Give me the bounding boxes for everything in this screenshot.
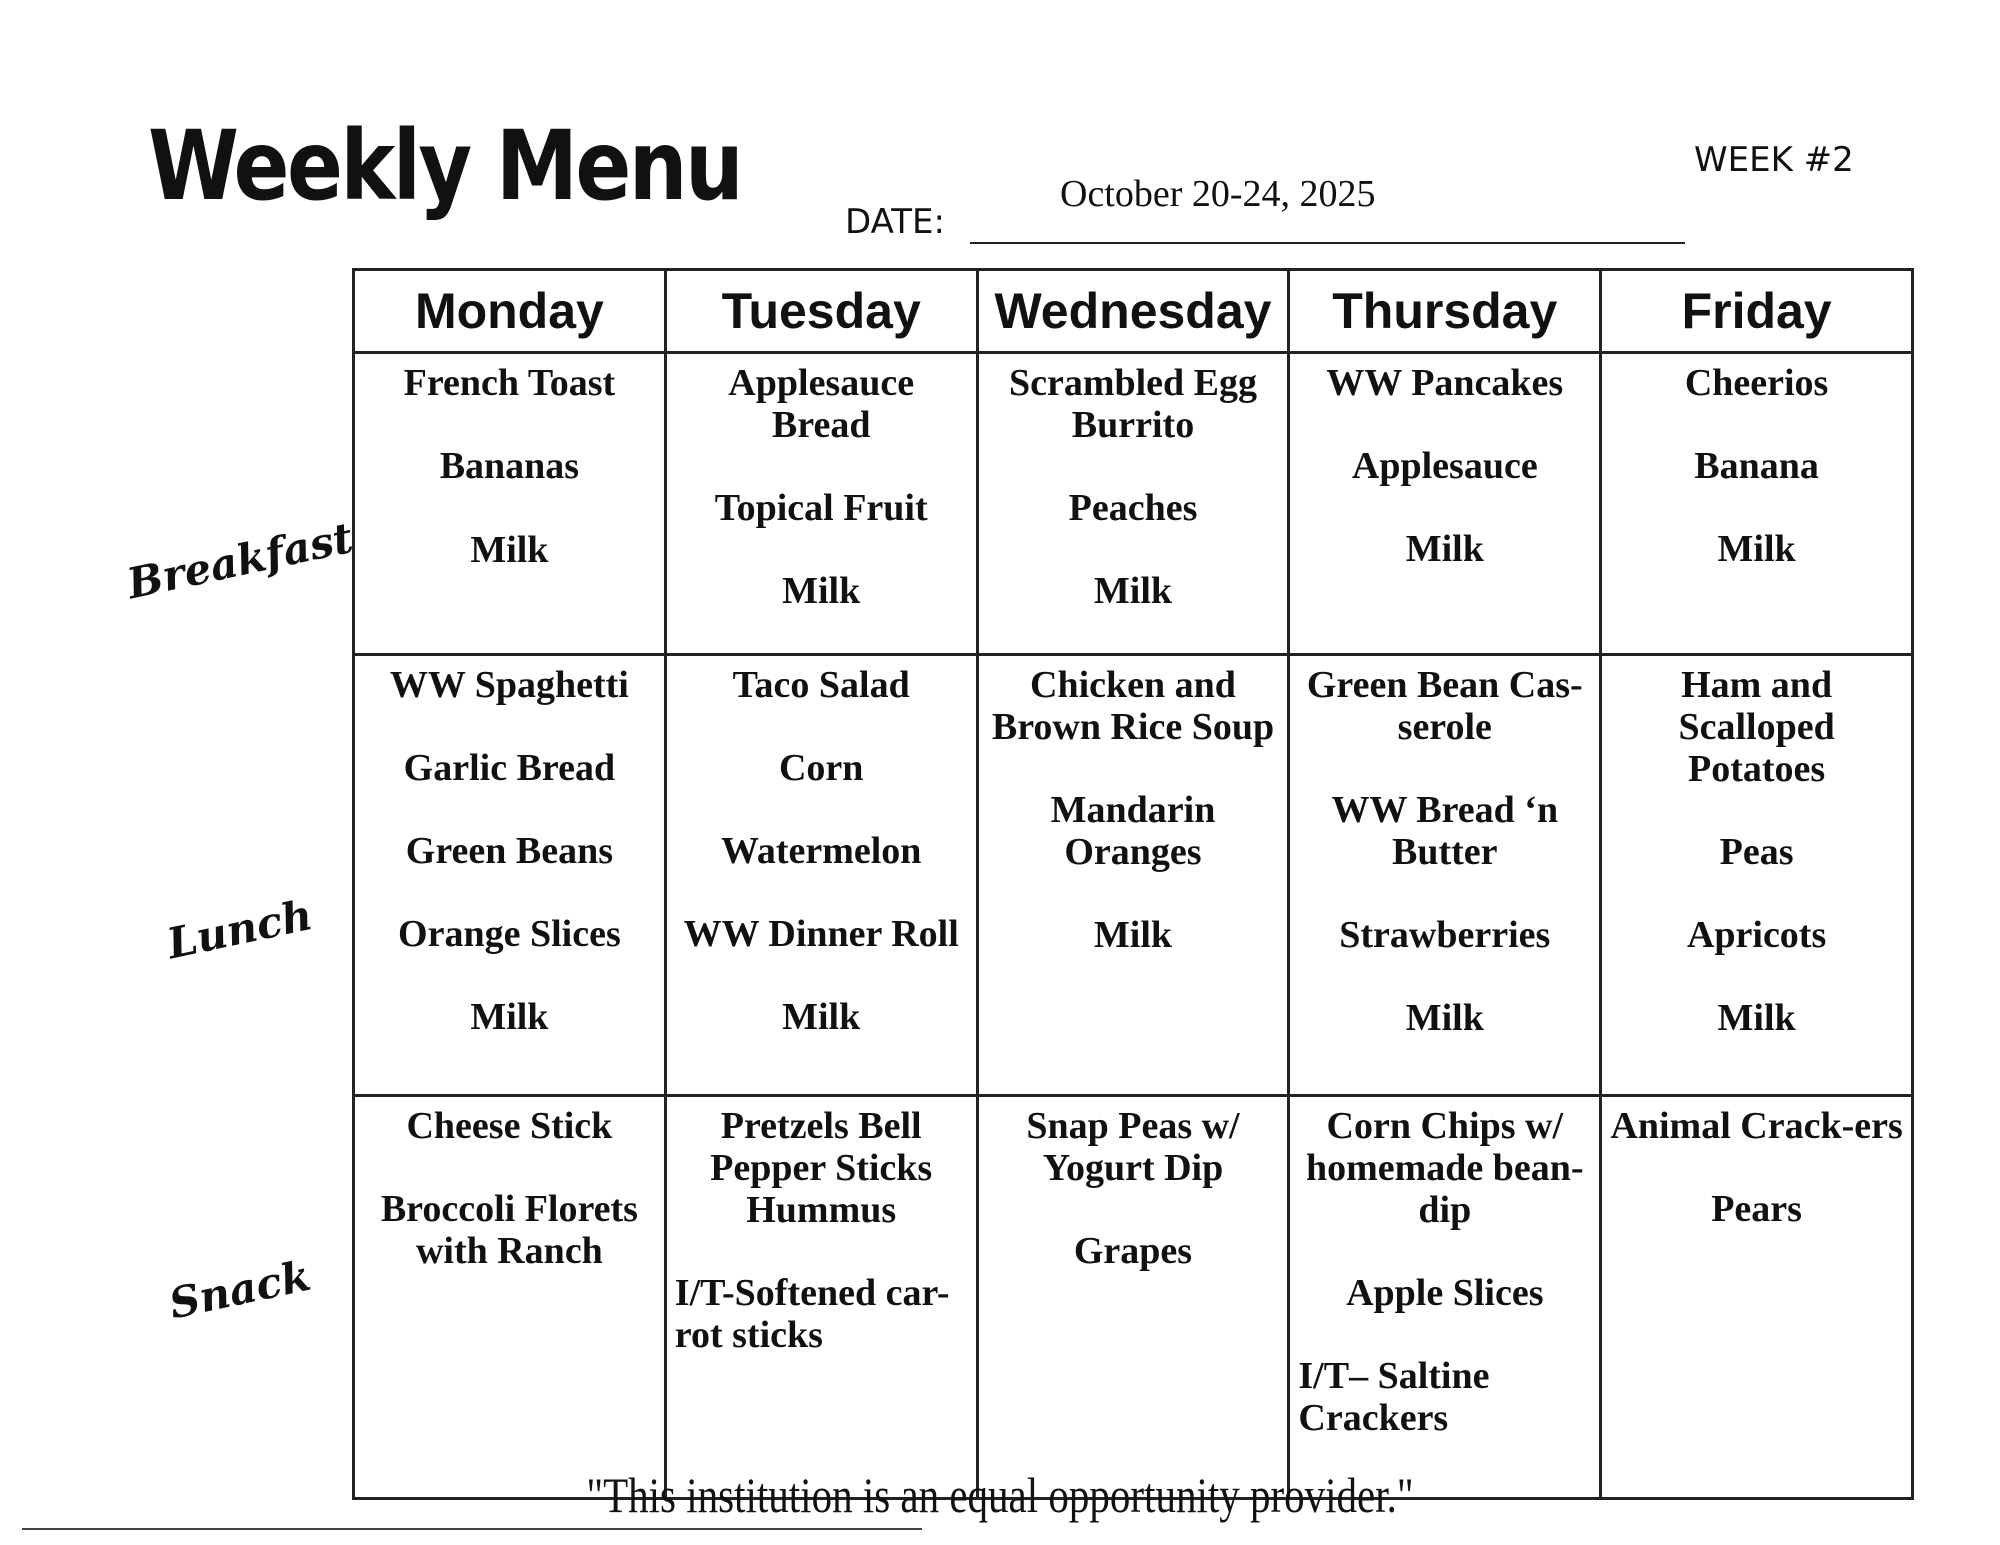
menu-item: Grapes [1073,1230,1193,1272]
breakfast-wednesday [977,353,1289,655]
menu-item: Applesauce [1351,445,1538,487]
lunch-monday [354,655,666,1096]
menu-item: Milk [1717,997,1796,1039]
date-label: DATE: [845,202,945,242]
page-title: Weekly Menu [148,110,742,222]
day-header-tuesday: Tuesday [665,270,977,353]
menu-item: Topical Fruit [714,487,928,529]
menu-item: Ham and Scalloped Potatoes [1678,664,1835,790]
lunch-wednesday [977,655,1289,1096]
menu-item: Chicken and Brown Rice Soup [991,664,1275,748]
menu-item: Milk [470,996,549,1038]
menu-item: Corn [778,747,864,789]
snack-tuesday [665,1096,977,1499]
menu-item: WW Pancakes [1326,362,1564,404]
menu-item: I/T-Softened car-rot sticks [674,1272,950,1356]
menu-item: Green Beans [405,830,614,872]
menu-item: WW Spaghetti [389,664,629,706]
snack-thursday [1289,1096,1601,1499]
lunch-tuesday [665,655,977,1096]
breakfast-monday [354,353,666,655]
menu-item: Applesauce Bread [728,362,915,446]
menu-item: I/T– Saltine Crackers [1298,1355,1490,1439]
menu-item: Strawberries [1339,914,1551,956]
lunch-row [354,655,1913,1096]
bottom-rule [22,1528,922,1530]
menu-item: Milk [470,529,549,571]
snack-friday [1601,1096,1913,1499]
snack-row [354,1096,1913,1499]
menu-item: Watermelon [720,830,922,872]
menu-item: Corn Chips w/ homemade bean-dip [1305,1105,1584,1231]
lunch-thursday [1289,655,1601,1096]
menu-item: Banana [1694,445,1819,487]
menu-item: Taco Salad [732,664,910,706]
menu-table [352,268,1914,1500]
day-header-monday: Monday [354,270,666,353]
menu-item: WW Bread ‘n Butter [1331,789,1559,873]
menu-item: French Toast [403,362,616,404]
date-value: October 20-24, 2025 [1060,173,1376,215]
menu-item: Pears [1711,1188,1802,1230]
breakfast-thursday [1289,353,1601,655]
menu-item: Snap Peas w/ Yogurt Dip [1026,1105,1240,1189]
menu-item: Milk [1717,528,1796,570]
menu-item: Milk [1093,914,1173,956]
menu-item: Apple Slices [1346,1272,1544,1314]
menu-item: Peaches [1068,487,1198,529]
snack-label: Snack [164,1250,315,1329]
menu-item: Scrambled Egg Burrito [1008,362,1258,446]
breakfast-tuesday [665,353,977,655]
day-header-wednesday: Wednesday [977,270,1289,353]
menu-item: Milk [1405,997,1484,1039]
week-number: WEEK #2 [1694,140,1854,180]
breakfast-row [354,353,1913,655]
snack-wednesday [977,1096,1289,1499]
day-header-row [354,270,1913,353]
menu-item: Mandarin Oranges [1050,789,1216,873]
lunch-friday [1601,655,1913,1096]
menu-item: Cheese Stick [406,1105,613,1147]
menu-item: Milk [1093,570,1173,612]
menu-item: Cheerios [1684,362,1829,404]
menu-item: Peas [1719,831,1794,873]
date-underline [970,242,1685,244]
menu-item: Animal Crack-ers [1610,1105,1903,1147]
menu-item: Bananas [439,445,580,487]
menu-item: Milk [782,996,861,1038]
lunch-label: Lunch [162,890,317,969]
snack-monday [354,1096,666,1499]
footer-statement: "This institution is an equal opportunity provider." [586,1467,1414,1523]
menu-item: Pretzels Bell Pepper Sticks Hummus [710,1105,933,1231]
menu-item: Milk [782,570,861,612]
menu-item: Green Bean Cas-serole [1306,664,1583,748]
breakfast-friday [1601,353,1913,655]
menu-item: Apricots [1686,914,1827,956]
menu-item: Orange Slices [398,913,621,955]
day-header-thursday: Thursday [1289,270,1601,353]
menu-item: Garlic Bread [403,747,616,789]
menu-item: WW Dinner Roll [683,913,959,955]
menu-item: Milk [1405,528,1484,570]
day-header-friday: Friday [1601,270,1913,353]
menu-item: Broccoli Florets with Ranch [380,1188,638,1272]
breakfast-label: Breakfast [122,512,358,609]
